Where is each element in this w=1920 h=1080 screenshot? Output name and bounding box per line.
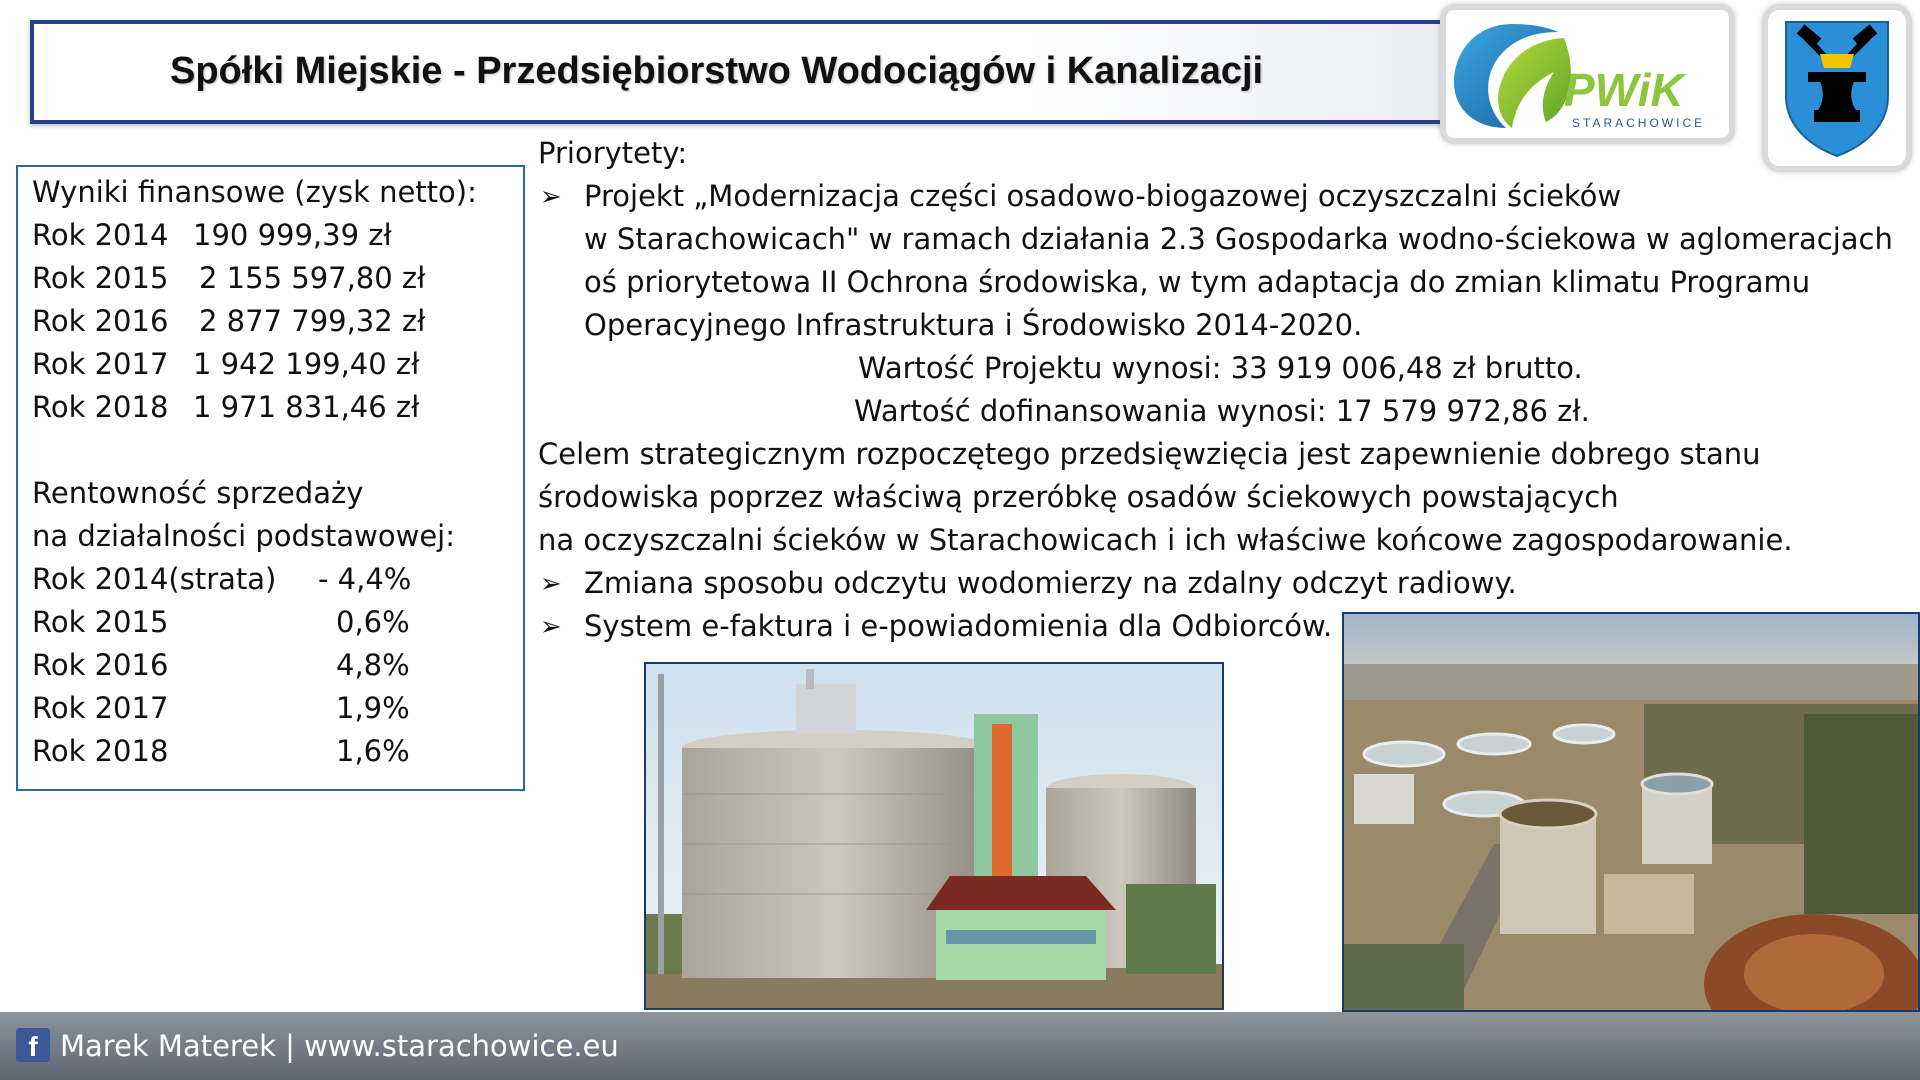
profitability-year: Rok 2017	[32, 691, 169, 725]
project-line: Projekt „Modernizacja części osadowo-biogazowej oczyszczalni ścieków	[584, 179, 1622, 213]
profitability-year: Rok 2018	[32, 734, 169, 768]
profitability-year: Rok 2014(strata)	[32, 562, 277, 596]
bullet-arrow-icon: ➢	[540, 612, 562, 642]
profitability-value: 1,6%	[336, 734, 410, 768]
profitability-year: Rok 2016	[32, 648, 169, 682]
footer-bar	[0, 1012, 1920, 1080]
goal-line: środowiska poprzez właściwą przeróbkę osadów ściekowych powstających	[538, 480, 1619, 514]
project-line: oś priorytetowa II Ochrona środowiska, w tym adaptacja do zmian klimatu Programu	[584, 265, 1811, 299]
profit-year: Rok 2015	[32, 261, 169, 295]
profitability-heading: Rentowność sprzedaży	[32, 476, 364, 510]
profitability-value: 0,6%	[336, 605, 410, 639]
profit-value: 1 971 831,46 zł	[193, 390, 420, 424]
project-value: Wartość Projektu wynosi: 33 919 006,48 zł brutto.	[858, 351, 1583, 385]
financial-results-box	[16, 165, 525, 791]
profitability-value: 4,8%	[336, 648, 410, 682]
pwik-logo	[1440, 4, 1735, 144]
priority-bullet: System e-faktura i e-powiadomienia dla Odbiorców.	[584, 609, 1333, 643]
city-crest-logo	[1762, 4, 1912, 172]
profitability-value: 1,9%	[336, 691, 410, 725]
project-line: Operacyjnego Infrastruktura i Środowisko 2014-2020.	[584, 308, 1363, 342]
profit-value: 190 999,39 zł	[193, 218, 392, 252]
goal-line: na oczyszczalni ścieków w Starachowicach i ich właściwe końcowe zagospodarowanie.	[538, 523, 1793, 557]
priority-bullet: Zmiana sposobu odczytu wodomierzy na zdalny odczyt radiowy.	[584, 566, 1517, 600]
bullet-arrow-icon: ➢	[540, 569, 562, 599]
project-line: w Starachowicach" w ramach działania 2.3 Gospodarka wodno-ściekowa w aglomeracjach	[584, 222, 1893, 256]
photo-aerial-treatment-plant	[1342, 612, 1920, 1012]
page-title: Spółki Miejskie - Przedsiębiorstwo Wodociągów i Kanalizacji	[170, 50, 1264, 92]
goal-line: Celem strategicznym rozpoczętego przedsięwzięcia jest zapewnienie dobrego stanu	[538, 437, 1761, 471]
profitability-heading: na działalności podstawowej:	[32, 519, 456, 553]
financial-heading: Wyniki finansowe (zysk netto):	[32, 175, 477, 209]
pwik-logo-text: PWiK	[1564, 64, 1684, 116]
profit-value: 2 877 799,32 zł	[199, 304, 426, 338]
priorities-heading: Priorytety:	[538, 136, 688, 170]
profit-year: Rok 2017	[32, 347, 169, 381]
cofinancing-value: Wartość dofinansowania wynosi: 17 579 972,86 zł.	[854, 394, 1590, 428]
profit-year: Rok 2014	[32, 218, 169, 252]
profitability-value: - 4,4%	[318, 562, 412, 596]
profit-value: 1 942 199,40 zł	[193, 347, 420, 381]
photo-digester-tanks	[644, 662, 1224, 1010]
pwik-logo-subtext: STARACHOWICE	[1572, 116, 1706, 130]
bullet-arrow-icon: ➢	[540, 182, 562, 212]
profitability-year: Rok 2015	[32, 605, 169, 639]
profit-year: Rok 2018	[32, 390, 169, 424]
facebook-icon[interactable]: f	[16, 1028, 50, 1062]
footer-credit: Marek Materek | www.starachowice.eu	[60, 1029, 619, 1063]
profit-year: Rok 2016	[32, 304, 169, 338]
profit-value: 2 155 597,80 zł	[199, 261, 426, 295]
